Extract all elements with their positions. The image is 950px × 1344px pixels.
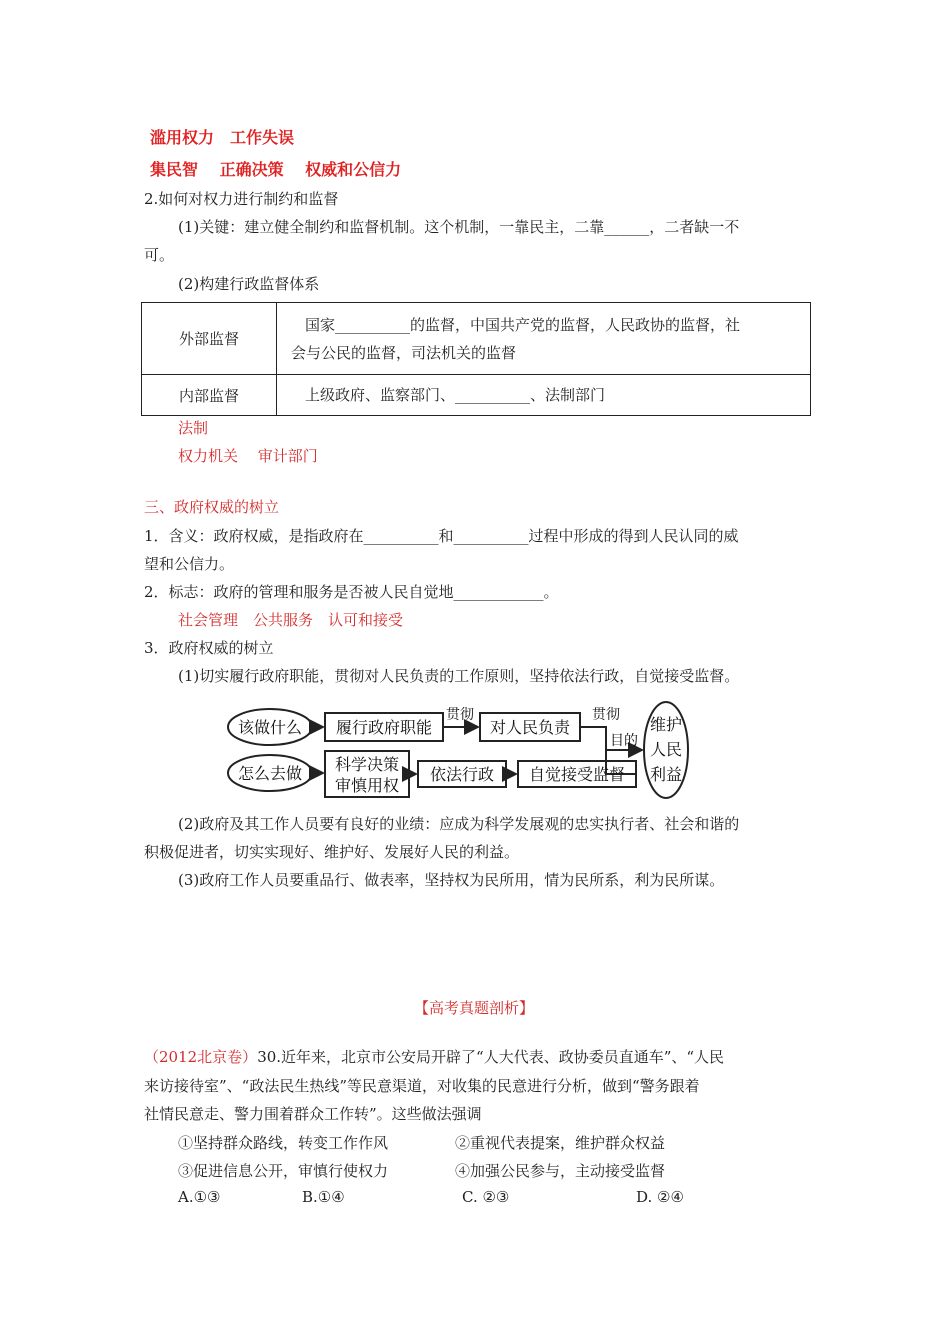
section-3-p3: 3．政府权威的树立 <box>144 639 274 657</box>
table-row <box>142 303 811 375</box>
section-3-p3-2: (2)政府及其工作人员要有良好的业绩：应成为科学发展观的忠实执行者、社会和谐的 <box>178 815 740 833</box>
section-2-item-2: (2)构建行政监督体系 <box>178 275 320 293</box>
diagram-protect-1: 维护 <box>649 715 683 734</box>
answer-line-3: 法制 <box>178 419 209 437</box>
diagram-science-2: 审慎用权 <box>334 776 400 795</box>
table-cell-external-head: 外部监督 <box>142 303 277 375</box>
diagram-supervise: 自觉接受监督 <box>528 765 626 784</box>
table-cell-line: 会与公民的监督，司法机关的监督 <box>291 343 517 362</box>
answer-line-2: 集民智 正确决策 权威和公信力 <box>150 160 402 179</box>
diagram-perform: 履行政府职能 <box>335 718 433 737</box>
diagram-law: 依法行政 <box>429 765 495 784</box>
diagram-protect-3: 利益 <box>649 765 683 784</box>
diagram-protect-2: 人民 <box>649 740 683 759</box>
exam-choice-c: C. ②③ <box>462 1188 510 1206</box>
diagram-purpose: 目的 <box>610 733 638 749</box>
answer-line-5: 社会管理 公共服务 认可和接受 <box>178 611 404 629</box>
exam-question-line-1 <box>144 1046 724 1067</box>
diagram-science-1: 科学决策 <box>334 755 400 774</box>
exam-option-3: ③促进信息公开，审慎行使权力 <box>178 1162 389 1180</box>
section-3-p3-1: (1)切实履行政府职能，贯彻对人民负责的工作原则，坚持依法行政，自觉接受监督。 <box>178 667 740 685</box>
exam-choice-b: B.①④ <box>302 1188 345 1206</box>
section-3-p1: 1．含义：政府权威，是指政府在__________和__________过程中形成的得到人民认同的威 <box>144 527 739 545</box>
answer-line-4: 权力机关 审计部门 <box>178 447 318 465</box>
exam-source: （2012北京卷） <box>144 1048 258 1066</box>
answer-line-1: 滥用权力 工作失误 <box>150 128 295 147</box>
section-3-p1-cont: 望和公信力。 <box>144 555 235 573</box>
table-cell-internal-head: 内部监督 <box>142 375 277 416</box>
diagram-how: 怎么去做 <box>237 764 303 783</box>
section-2-item-1: (1)关键：建立健全制约和监督机制。这个机制，一靠民主，二靠______，二者缺一不 <box>178 218 740 236</box>
table-row <box>142 375 811 416</box>
supervision-table <box>141 302 811 416</box>
exam-choice-d: D. ②④ <box>636 1188 684 1206</box>
exam-heading: 【高考真题剖析】 <box>414 999 535 1017</box>
exam-choice-a: A.①③ <box>178 1188 221 1206</box>
exam-question-text: 30.近年来，北京市公安局开辟了“人大代表、政协委员直通车”、“人民 <box>257 1048 725 1066</box>
diagram-responsible: 对人民负责 <box>489 718 571 737</box>
section-3-p3-2-cont: 积极促进者，切实实现好、维护好、发展好人民的利益。 <box>144 843 520 861</box>
section-2-item-1-cont: 可。 <box>144 246 175 264</box>
table-cell-internal-content: 上级政府、监察部门、__________、法制部门 <box>277 375 811 416</box>
section-2-title: 2.如何对权力进行制约和监督 <box>144 190 339 208</box>
exam-option-4: ④加强公民参与，主动接受监督 <box>455 1162 666 1180</box>
diagram-what: 该做什么 <box>237 718 303 737</box>
table-cell-line: 国家__________的监督，中国共产党的监督，人民政协的监督，社 <box>305 315 741 334</box>
section-3-title: 三、政府权威的树立 <box>144 498 280 516</box>
section-3-p2: 2．标志：政府的管理和服务是否被人民自觉地____________。 <box>144 583 559 601</box>
table-cell-external-content <box>277 303 811 375</box>
diagram-carry-1: 贯彻 <box>446 707 474 723</box>
exam-question-line-2: 来访接待室”、“政法民生热线”等民意渠道，对收集的民意进行分析，做到“警务跟着 <box>144 1077 700 1095</box>
exam-option-2: ②重视代表提案，维护群众权益 <box>455 1134 666 1152</box>
exam-option-1: ①坚持群众路线，转变工作作风 <box>178 1134 389 1152</box>
authority-flow-diagram <box>222 695 692 810</box>
section-3-p3-3: (3)政府工作人员要重品行、做表率，坚持权为民所用，情为民所系，利为民所谋。 <box>178 871 725 889</box>
diagram-carry-2: 贯彻 <box>592 707 620 723</box>
exam-question-line-3: 社情民意走、警力围着群众工作转”。这些做法强调 <box>144 1105 482 1123</box>
